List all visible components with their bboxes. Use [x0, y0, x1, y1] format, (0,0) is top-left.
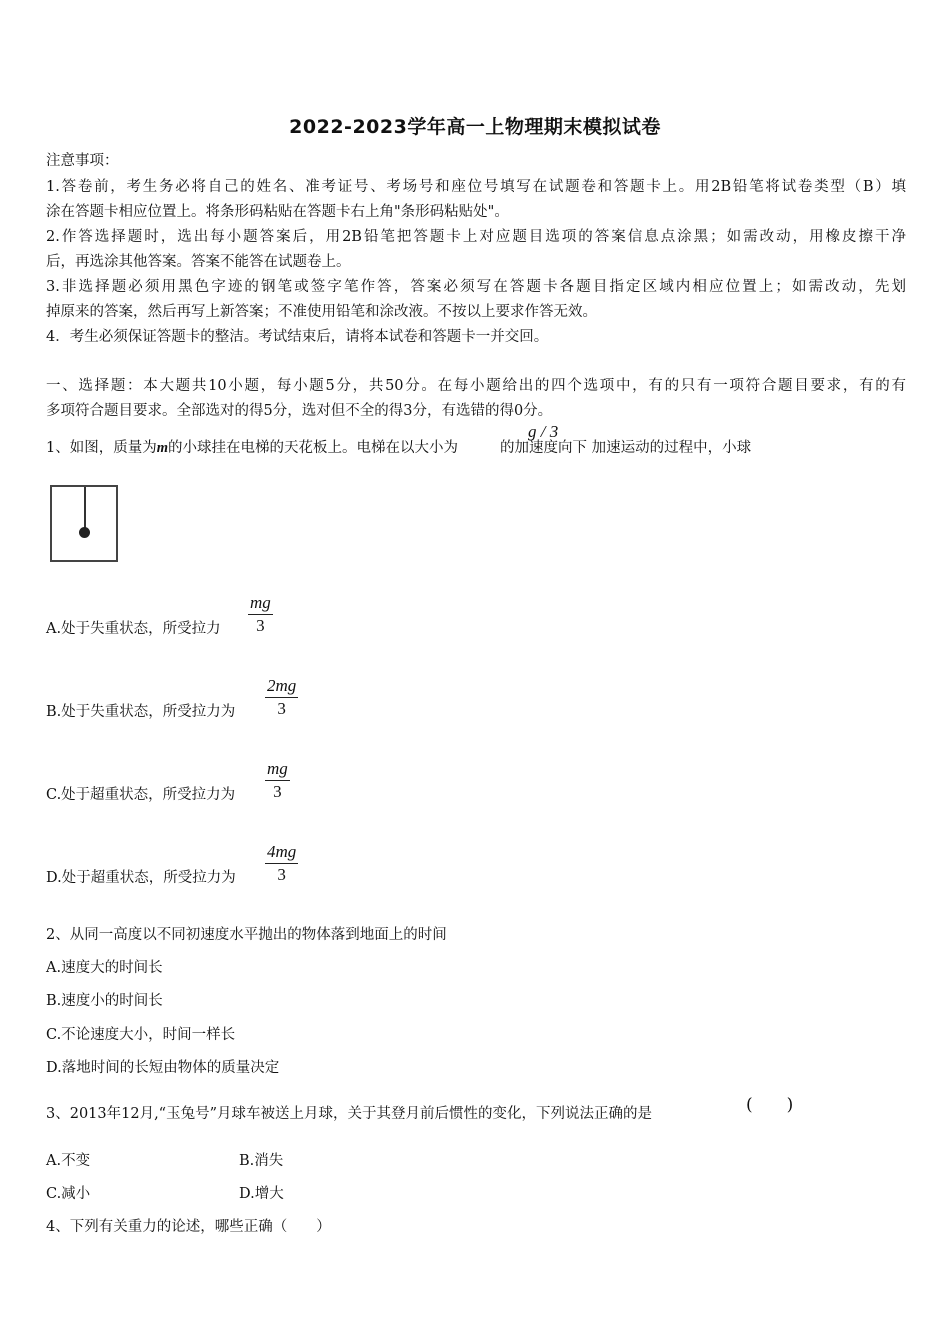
ball-icon	[79, 527, 90, 538]
q1-option-c-fraction	[265, 759, 290, 802]
section-instruction: 多项符合题目要求。全部选对的得5分，选对但不全的得3分，有选错的得0分。	[46, 403, 553, 419]
notice-line: 1.答卷前，考生务必将自己的姓名、准考证号、考场号和座位号填写在试题卷和答题卡上。用2B铅笔将试卷类型（B）填	[46, 179, 906, 195]
notice-line: 4．考生必须保证答题卡的整洁。考试结束后，请将本试卷和答题卡一并交回。	[46, 329, 549, 345]
q2-option-a: A.速度大的时间长	[46, 960, 163, 976]
notice-line: 涂在答题卡相应位置上。将条形码粘贴在答题卡右上角"条形码粘贴处"。	[46, 204, 509, 220]
q1-stem-pre: 1、如图，质量为	[46, 440, 157, 456]
fraction-denominator: 3	[277, 865, 286, 884]
notice-line: 3.非选择题必须用黑色字迹的钢笔或签字笔作答，答案必须写在答题卡各题目指定区域内相应位置上；如需改动，先划	[46, 279, 906, 295]
q3-stem: 3、2013年12月,“玉兔号”月球车被送上月球，关于其登月前后惯性的变化，下列说法正确的是	[46, 1106, 653, 1122]
q1-option-b: B.处于失重状态，所受拉力为	[46, 704, 236, 720]
q1-option-d: D.处于超重状态，所受拉力为	[46, 870, 236, 886]
page-title: 2022-2023学年高一上物理期末模拟试卷	[289, 116, 661, 138]
q4-stem: 4、下列有关重力的论述，哪些正确（ ）	[46, 1219, 331, 1235]
q2-stem: 2、从同一高度以不同初速度水平抛出的物体落到地面上的时间	[46, 927, 447, 943]
fraction-numerator: mg	[248, 593, 273, 615]
q1-option-a-fraction	[248, 593, 273, 636]
notice-line: 后，再选涂其他答案。答案不能答在试题卷上。	[46, 254, 351, 270]
fraction-numerator: mg	[265, 759, 290, 781]
fraction-numerator: 4mg	[265, 842, 298, 864]
section-instruction: 一、选择题：本大题共10小题，每小题5分，共50分。在每小题给出的四个选项中，有的只有一项符合题目要求，有的有	[46, 378, 906, 394]
q3-option-b: B.消失	[239, 1153, 284, 1169]
q1-option-b-fraction	[265, 676, 298, 719]
notice-line: 掉原来的答案，然后再写上新答案；不准使用铅笔和涂改液。不按以上要求作答无效。	[46, 304, 597, 320]
q1-option-c: C.处于超重状态，所受拉力为	[46, 787, 236, 803]
q3-option-d: D.增大	[239, 1186, 284, 1202]
notice-heading: 注意事项：	[46, 153, 119, 169]
q1-acceleration: g / 3	[528, 422, 559, 441]
q2-option-b: B.速度小的时间长	[46, 993, 163, 1009]
rope-line	[84, 487, 86, 528]
q1-stem-mid: 的小球挂在电梯的天花板上。电梯在以大小为	[168, 440, 459, 456]
fraction-denominator: 3	[256, 616, 265, 635]
q1-stem	[46, 438, 751, 458]
q1-mass-var: m	[156, 440, 169, 456]
q2-option-d: D.落地时间的长短由物体的质量决定	[46, 1060, 280, 1076]
notice-line: 2.作答选择题时，选出每小题答案后，用2B铅笔把答题卡上对应题目选项的答案信息点涂黑；如需改动，用橡皮擦干净	[46, 229, 906, 245]
q3-option-c: C.减小	[46, 1186, 91, 1202]
q3-answer-paren: ( )	[746, 1095, 794, 1115]
fraction-denominator: 3	[273, 782, 282, 801]
q3-option-a: A.不变	[46, 1153, 91, 1169]
q1-option-d-fraction	[265, 842, 298, 885]
elevator-figure	[50, 485, 118, 562]
fraction-denominator: 3	[277, 699, 286, 718]
q1-stem-post: 的加速度向下 加速运动的过程中，小球	[500, 440, 752, 456]
q2-option-c: C.不论速度大小，时间一样长	[46, 1027, 236, 1043]
fraction-numerator: 2mg	[265, 676, 298, 698]
q1-option-a: A.处于失重状态，所受拉力	[46, 621, 221, 637]
